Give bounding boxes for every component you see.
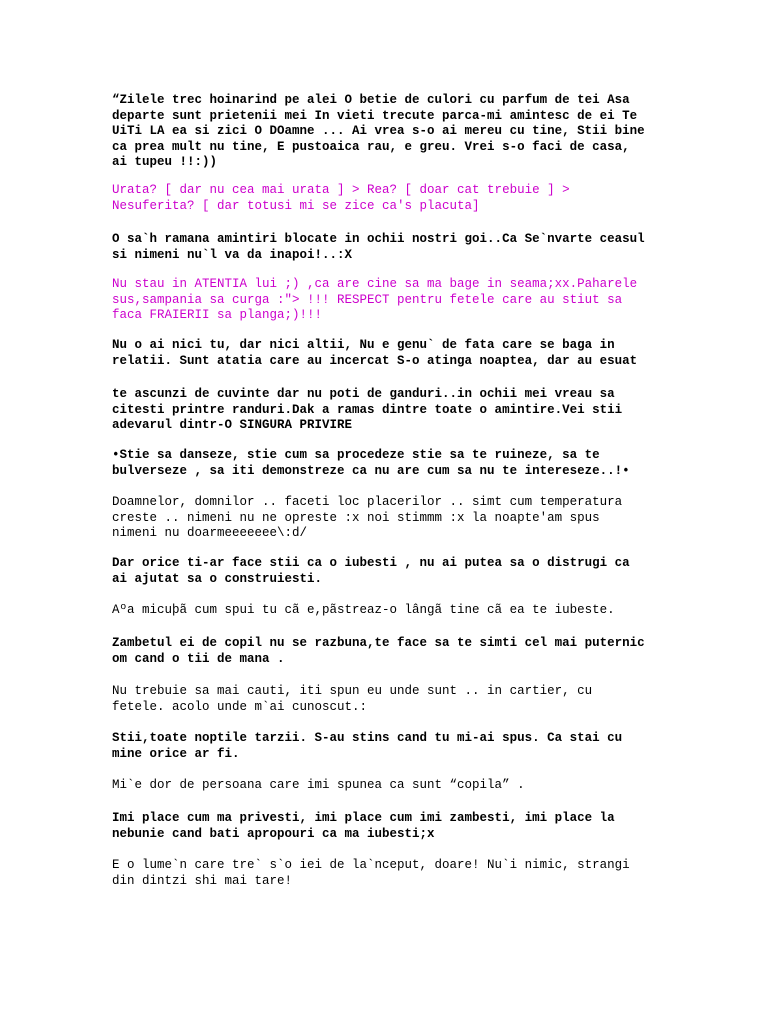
paragraph-3: O sa`h ramana amintiri blocate in ochii nostri goi..Ca Se`nvarte ceasul si nimeni nu`l va da inapoi!..:X (112, 232, 645, 262)
paragraph-10: Aºa micuþã cum spui tu cã e,pãstreaz-o lângã tine cã ea te iubeste. (112, 603, 615, 617)
paragraph-11: Zambetul ei de copil nu se razbuna,te face sa te simti cel mai puternic om cand o tii de mana . (112, 636, 645, 666)
paragraph-13: Stii,toate noptile tarzii. S-au stins cand tu mi-ai spus. Ca stai cu mine orice ar fi. (112, 731, 623, 761)
paragraph-6: te ascunzi de cuvinte dar nu poti de ganduri..in ochii mei vreau sa citesti printre randuri.Dak a ramas dintre toate o amintire.Vei stii adevarul dintr-O SINGURA PRIVIRE (112, 387, 623, 432)
paragraph-16: E o lume`n care tre` s`o iei de la`nceput, doare! Nu`i nimic, strangi din dintzi shi mai tare! (112, 858, 630, 888)
paragraph-7: •Stie sa danseze, stie cum sa procedeze stie sa te ruineze, sa te bulverseze , sa iti demonstreze ca nu are cum sa nu te intereseze..!• (112, 448, 630, 478)
paragraph-14: Mi`e dor de persoana care imi spunea ca sunt “copila” . (112, 778, 525, 792)
paragraph-8: Doamnelor, domnilor .. faceti loc placerilor .. simt cum temperatura creste .. nimeni nu ne opreste :x noi stimmm :x la noapte'am spus nimeni nu doarmeeeeeee\:d/ (112, 495, 623, 540)
paragraph-9: Dar orice ti-ar face stii ca o iubesti , nu ai putea sa o distrugi ca ai ajutat sa o construiesti. (112, 556, 630, 586)
paragraph-15: Imi place cum ma privesti, imi place cum imi zambesti, imi place la nebunie cand bati apropouri ca ma iubesti;x (112, 811, 615, 841)
paragraph-5: Nu o ai nici tu, dar nici altii, Nu e genu` de fata care se baga in relatii. Sunt atatia care au incercat S-o atinga noaptea, dar au esuat (112, 338, 638, 368)
paragraph-2: Urata? [ dar nu cea mai urata ] > Rea? [ doar cat trebuie ] > Nesuferita? [ dar totusi mi se zice ca's placuta] (112, 183, 570, 213)
paragraph-4: Nu stau in ATENTIA lui ;) ,ca are cine sa ma bage in seama;xx.Paharele sus,sampania sa curga :"> !!! RESPECT pentru fetele care au stiut sa faca FRAIERII sa planga;)!!! (112, 277, 638, 322)
paragraph-1: “Zilele trec hoinarind pe alei O betie de culori cu parfum de tei Asa departe sunt prietenii mei In vieti trecute parca-mi amintesc de ei Te UiTi LA ea si zici O DOamne ... Ai vrea s-o ai mereu cu tine, Stii bine ca prea mult nu tine, E pustoaica rau, e greu. Vrei s-o faci de casa, ai tupeu !!:)) (112, 93, 645, 169)
paragraph-12: Nu trebuie sa mai cauti, iti spun eu unde sunt .. in cartier, cu fetele. acolo unde m`ai cunoscut.: (112, 684, 593, 714)
